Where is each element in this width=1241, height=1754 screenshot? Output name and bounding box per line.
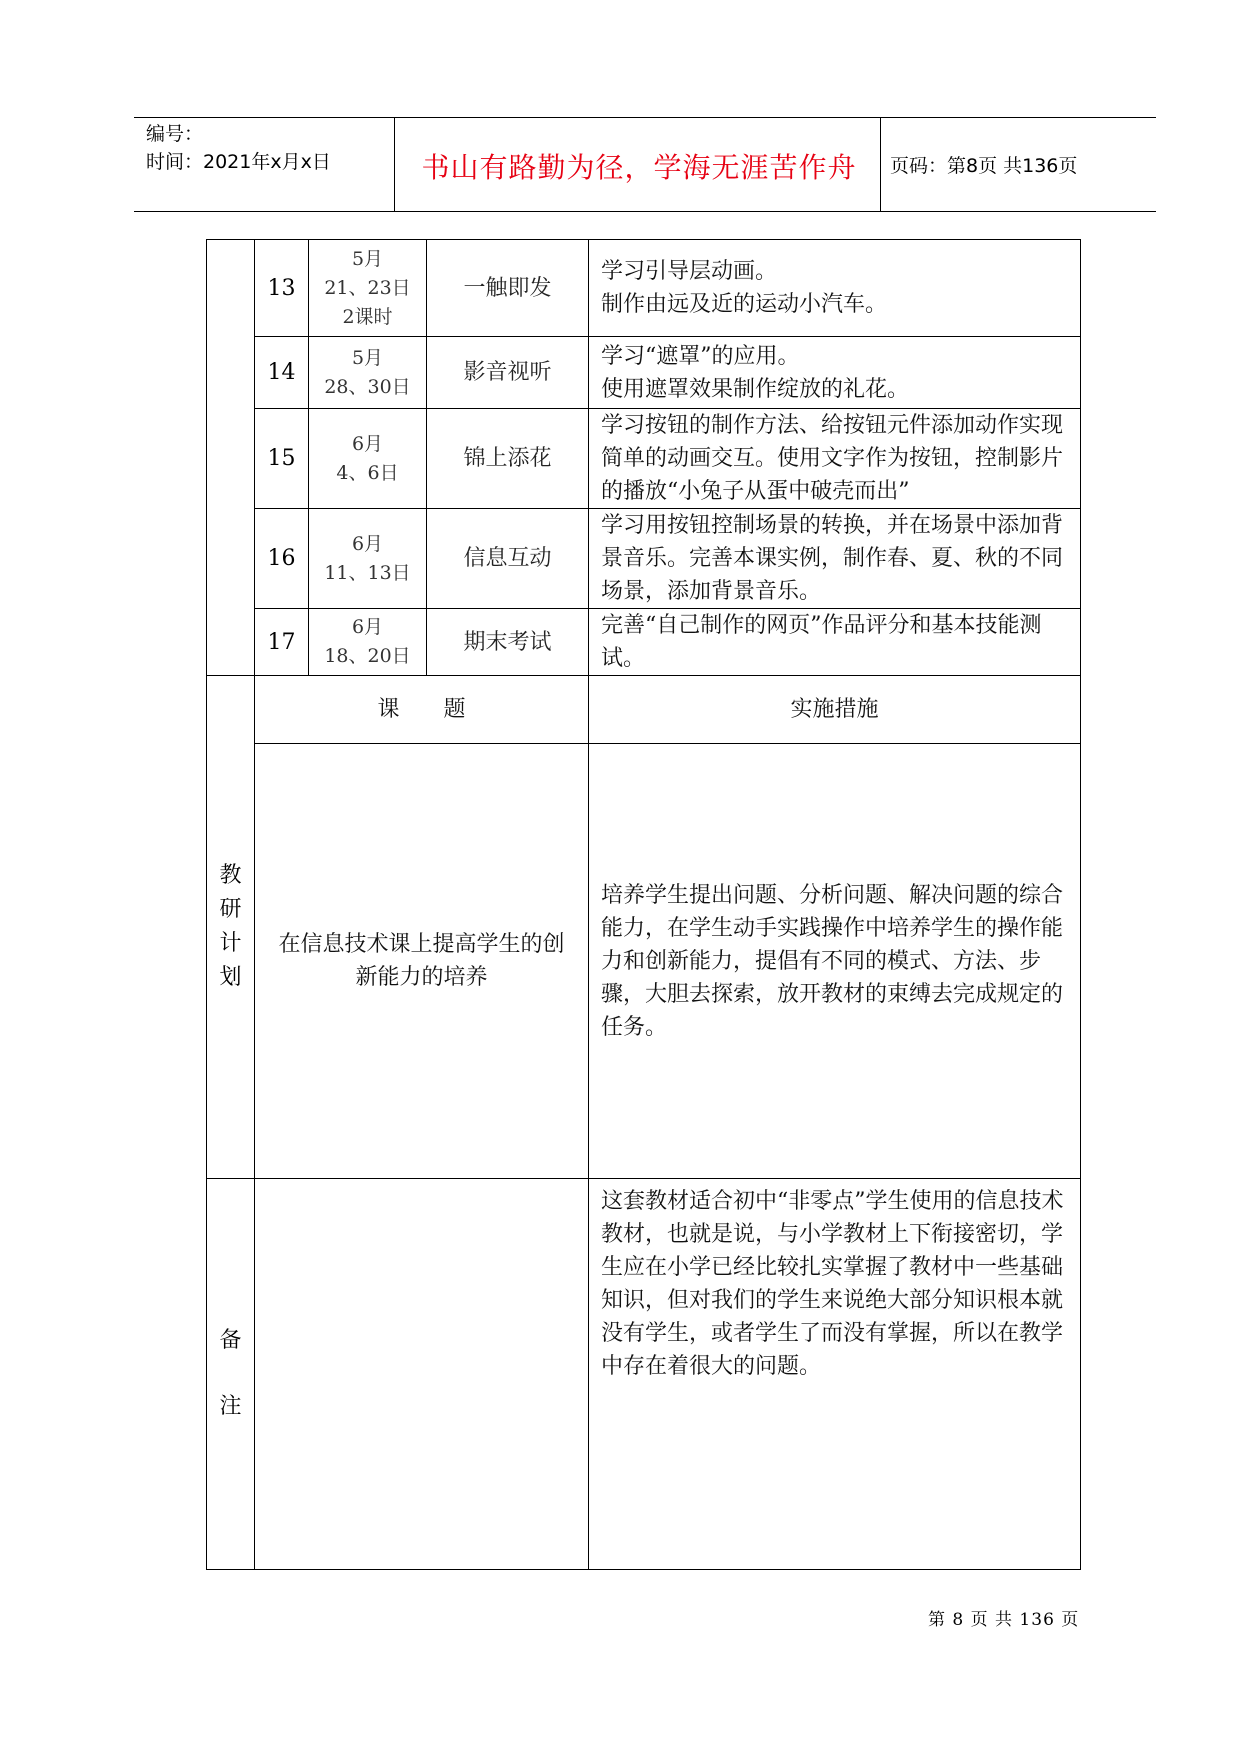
lesson-title: 锦上添花 <box>427 409 589 509</box>
research-col-measures: 实施措施 <box>589 676 1081 744</box>
lesson-number: 17 <box>255 609 309 676</box>
lesson-title: 影音视听 <box>427 337 589 409</box>
header-top-rule <box>134 117 1156 118</box>
lesson-number: 16 <box>255 509 309 609</box>
research-side-label: 教研计划 <box>207 676 255 1179</box>
date-line: 11、13日 <box>324 561 411 584</box>
lesson-desc: 学习按钮的制作方法、给按钮元件添加动作实现简单的动画交互。使用文字作为按钮，控制影片的播放“小兔子从蛋中破壳而出” <box>589 409 1081 509</box>
date-line: 5月 <box>351 247 384 270</box>
schedule-row <box>207 409 1081 509</box>
header-time-label: 时间：2021年x月x日 <box>146 151 331 173</box>
lesson-title: 信息互动 <box>427 509 589 609</box>
date-line: 4、6日 <box>336 461 399 484</box>
desc-line: 使用遮罩效果制作绽放的礼花。 <box>601 376 910 402</box>
research-header-row <box>207 676 1081 744</box>
research-topic: 在信息技术课上提高学生的创新能力的培养 <box>255 744 589 1179</box>
research-row <box>207 744 1081 1179</box>
plan-table <box>206 239 1081 1570</box>
header-divider-left <box>394 118 395 212</box>
notes-row <box>207 1179 1081 1570</box>
lesson-number: 13 <box>255 240 309 337</box>
research-col-topic: 课 题 <box>255 676 589 744</box>
lesson-date <box>309 509 427 609</box>
lesson-date <box>309 609 427 676</box>
notes-empty-cell <box>255 1179 589 1570</box>
notes-side-label: 备注 <box>207 1179 255 1570</box>
schedule-row <box>207 337 1081 409</box>
date-line: 28、30日 <box>324 375 411 398</box>
lesson-title: 期末考试 <box>427 609 589 676</box>
desc-line: 学习引导层动画。 <box>601 259 778 284</box>
lesson-number: 14 <box>255 337 309 409</box>
header-divider-right <box>880 118 881 212</box>
header-meta <box>146 120 331 176</box>
schedule-row <box>207 509 1081 609</box>
lesson-desc <box>589 337 1081 409</box>
lesson-desc: 完善“自己制作的网页”作品评分和基本技能测试。 <box>589 609 1081 676</box>
header-bottom-rule <box>134 211 1156 212</box>
header-page-label: 页码：第8页 共136页 <box>890 155 1078 177</box>
date-line: 6月 <box>351 532 384 555</box>
lesson-desc: 学习用按钮控制场景的转换，并在场景中添加背景音乐。完善本课实例，制作春、夏、秋的不同场景，添加背景音乐。 <box>589 509 1081 609</box>
date-line: 6月 <box>351 432 384 455</box>
research-measures: 培养学生提出问题、分析问题、解决问题的综合能力，在学生动手实践操作中培养学生的操作能力和创新能力，提倡有不同的模式、方法、步骤，大胆去探索，放开教材的束缚去完成规定的任务。 <box>589 744 1081 1179</box>
date-line: 21、23日 <box>324 276 411 299</box>
page-footer: 第 8 页 共 136 页 <box>928 1610 1080 1630</box>
lesson-date <box>309 337 427 409</box>
lesson-desc <box>589 240 1081 337</box>
lesson-number: 15 <box>255 409 309 509</box>
date-line: 2课时 <box>342 305 393 328</box>
date-line: 18、20日 <box>324 645 411 667</box>
lesson-title: 一触即发 <box>427 240 589 337</box>
desc-line: 制作由远及近的运动小汽车。 <box>601 292 888 317</box>
date-line: 5月 <box>351 346 384 369</box>
header-number-label: 编号： <box>146 123 204 145</box>
schedule-row <box>207 609 1081 676</box>
lesson-date <box>309 409 427 509</box>
header-motto: 书山有路勤为径，学海无涯苦作舟 <box>421 151 857 184</box>
schedule-side-cell <box>207 240 255 676</box>
desc-line: 学习“遮罩”的应用。 <box>601 343 800 369</box>
date-line: 6月 <box>351 616 384 638</box>
lesson-date <box>309 240 427 337</box>
schedule-row <box>207 240 1081 337</box>
notes-text: 这套教材适合初中“非零点”学生使用的信息技术教材，也就是说，与小学教材上下衔接密切，学生应在小学已经比较扎实掌握了教材中一些基础知识，但对我们的学生来说绝大部分知识根本就没有学生，或者学生了而没有掌握，所以在教学中存在着很大的问题。 <box>589 1179 1081 1570</box>
